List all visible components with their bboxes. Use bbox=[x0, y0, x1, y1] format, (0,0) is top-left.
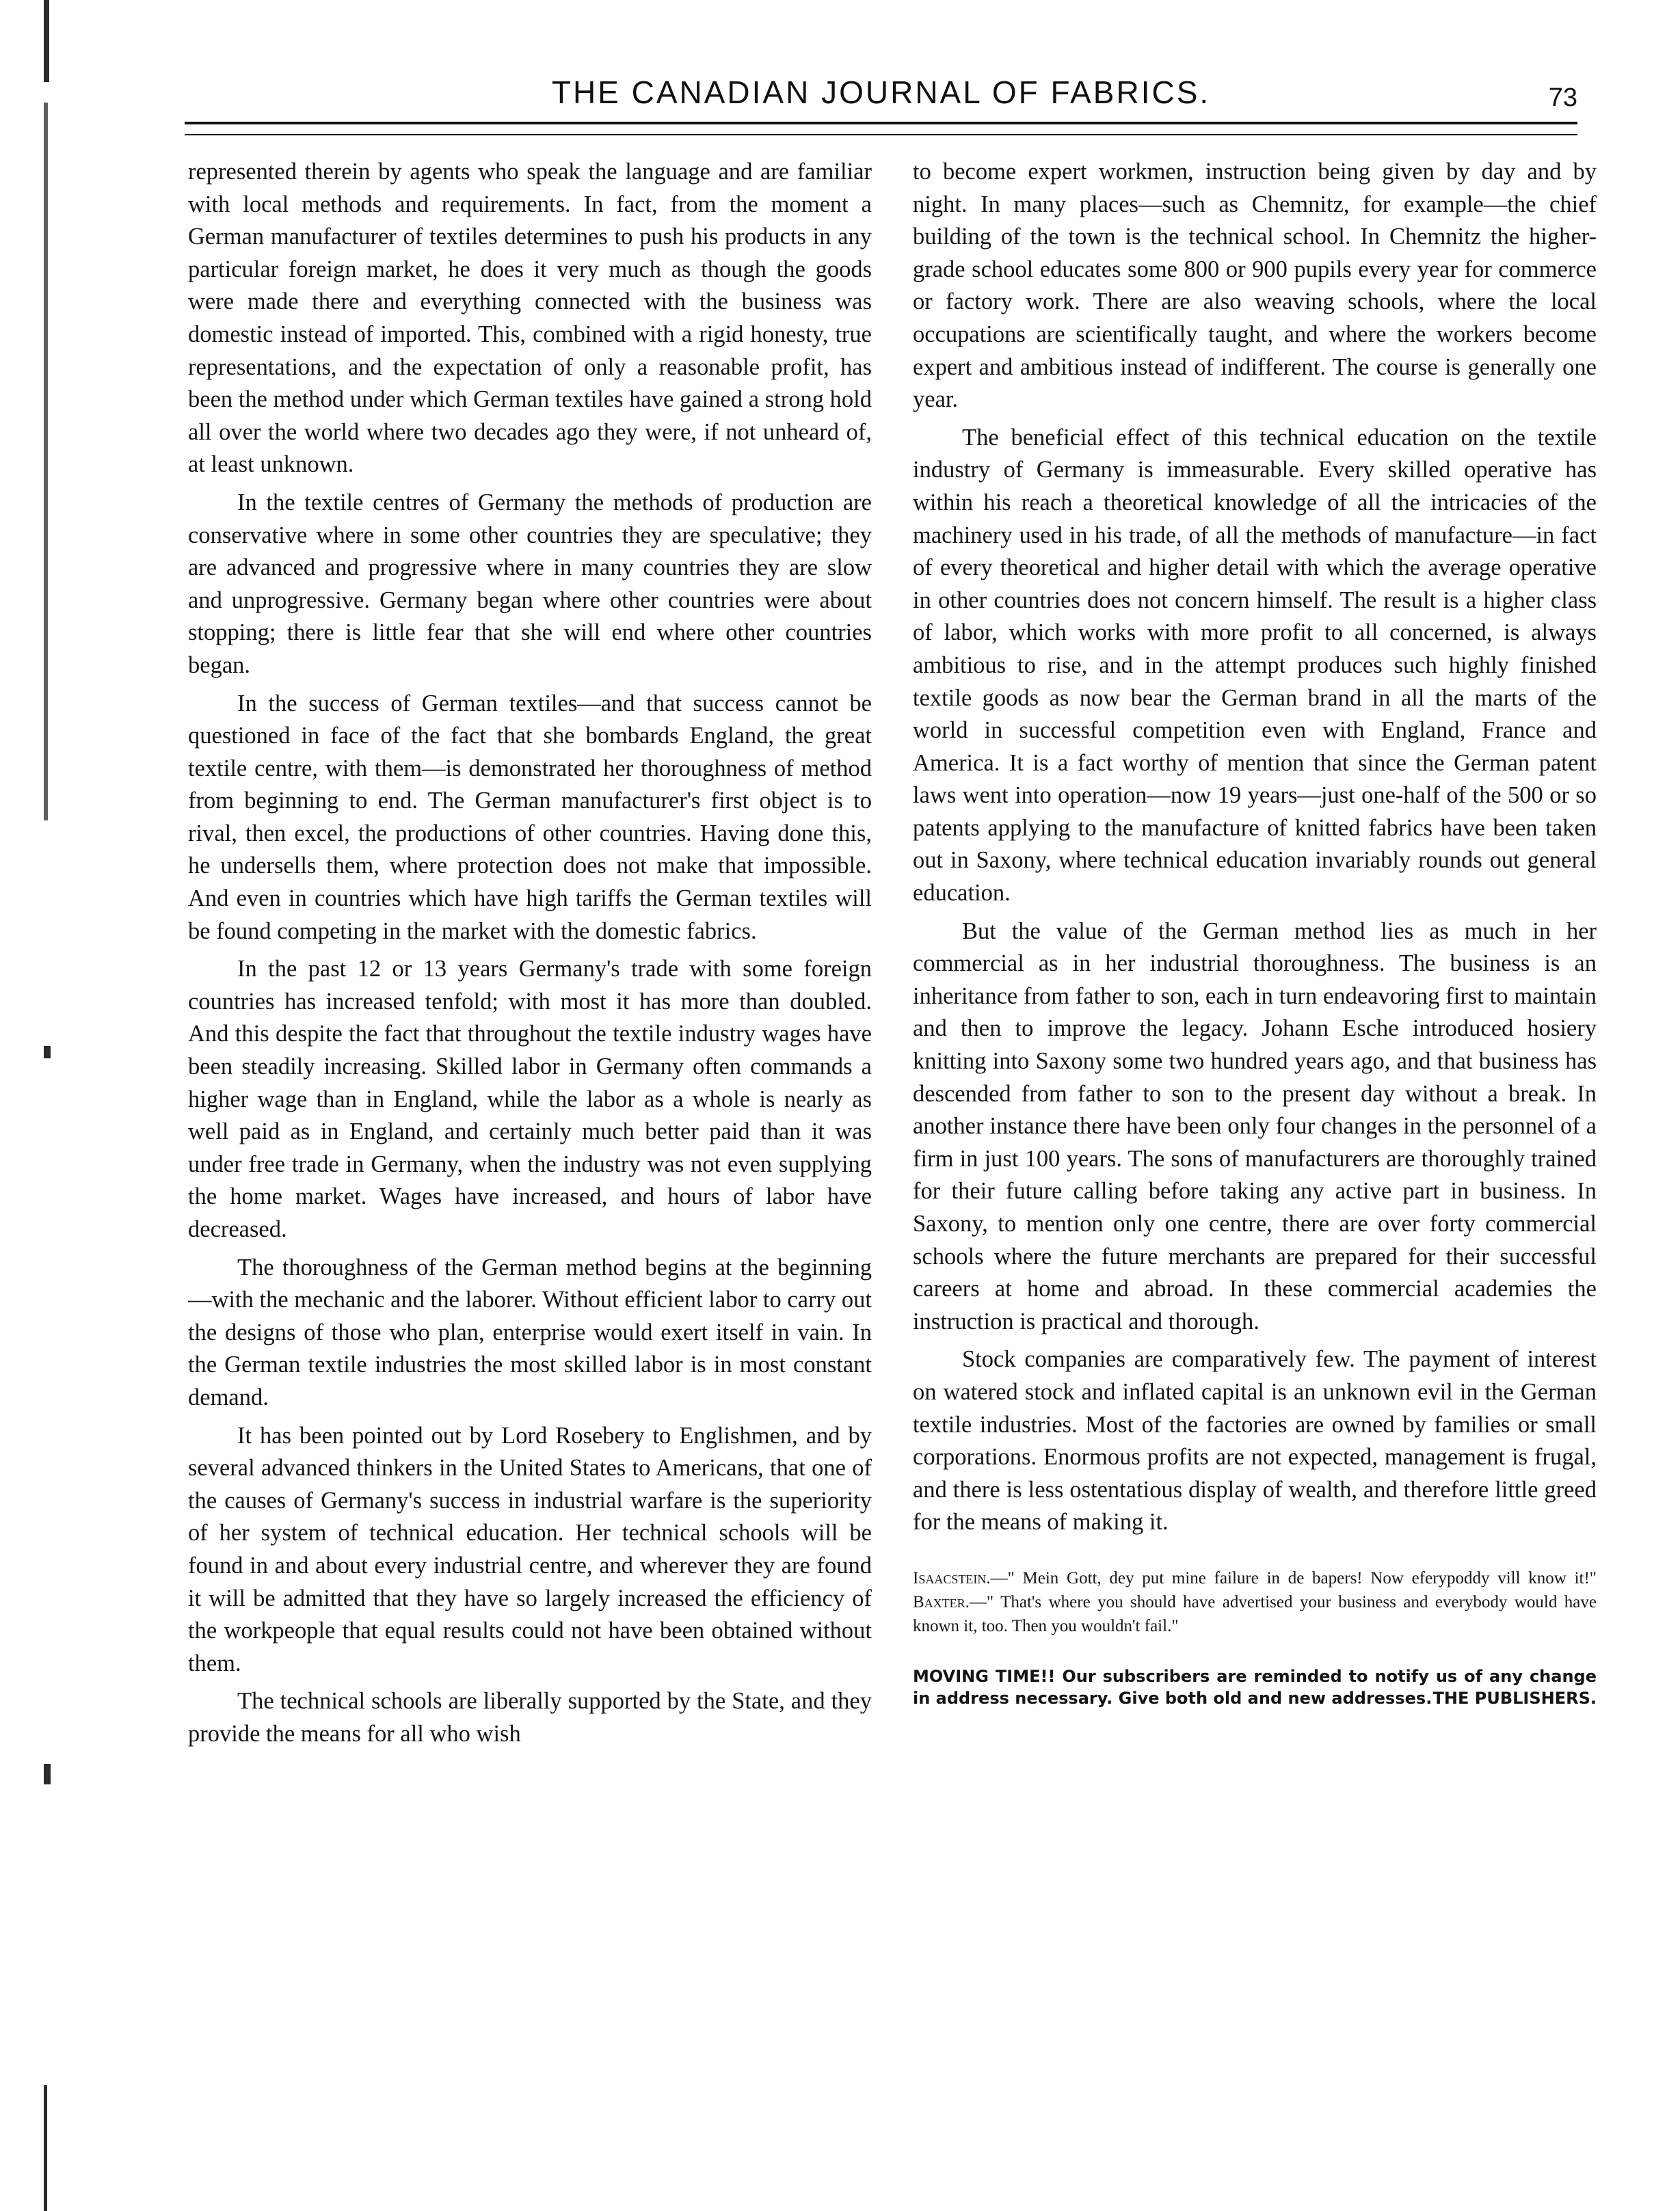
paragraph: The thoroughness of the German method begins at the beginning—with the mechanic and the laborer. Without efficient labor to carry out the designs of those who plan, enterprise would exert itself in vain. In the German textile industries the most skilled labor is in most constant demand. bbox=[188, 1254, 872, 1410]
publisher-notice bbox=[913, 1665, 1597, 1709]
paragraph: represented therein by agents who speak the language and are familiar with local methods and requirements. In fact, from the moment a German manufacturer of textiles determines to push his products in any particular foreign market, he does it very much as though the goods were made there and everything connected with the business was domestic instead of imported. This, combined with a rigid honesty, true representations, and the expectation of only a reasonable profit, has been the method under which German textiles have gained a strong hold all over the world where two decades ago they were, if not unheard of, at least unknown. bbox=[188, 159, 872, 478]
scanned-page-edge bbox=[38, 0, 53, 2211]
speaker-name: Baxter. bbox=[913, 1592, 970, 1611]
paragraph: In the past 12 or 13 years Germany's trade with some foreign countries has increased tenfold; with most it has more than doubled. And this despite the fact that throughout the textile industry wages have been steadily increasing. Skilled labor in Germany often commands a higher wage than in England, while the labor as a whole is nearly as well paid as in England, and certainly much better paid than it was under free trade in Germany, when the industry was not even supplying the home market. Wages have increased, and hours of labor have decreased. bbox=[188, 956, 872, 1242]
page-header bbox=[185, 74, 1577, 122]
dialogue-line: —" Mein Gott, dey put mine failure in de bapers! Now eferypoddy vill know it!" bbox=[990, 1568, 1597, 1587]
page-number: 73 bbox=[1548, 83, 1577, 112]
speaker-name: Isaacstein. bbox=[913, 1568, 991, 1587]
paragraph: It has been pointed out by Lord Rosebery to Englishmen, and by several advanced thinkers in the United States to Americans, that one of the causes of Germany's success in industrial warfare is the superiority of her system of technical education. Her technical schools will be found in and about every industrial centre, and wherever they are found it will be admitted that they have so largely increased the efficiency of the workpeople that equal results could not have been obtained without them. bbox=[188, 1422, 872, 1676]
dialogue-line: —" That's where you should have advertised your business and everybody would have known it, too. Then you wouldn't fail." bbox=[913, 1592, 1597, 1635]
notice-signature: THE PUBLISHERS. bbox=[1432, 1688, 1597, 1708]
journal-title: THE CANADIAN JOURNAL OF FABRICS. bbox=[551, 75, 1211, 110]
paragraph: In the success of German textiles—and that success cannot be questioned in face of the fact that she bombards England, the great textile centre, with them—is demonstrated her thoroughness of method from beginning to end. The German manufacturer's first object is to rival, then excel, the productions of other countries. Having done this, he undersells them, where protection does not make that impossible. And even in countries which have high tariffs the German textiles will be found competing in the market with the domestic fabrics. bbox=[188, 690, 872, 944]
paragraph: Stock companies are comparatively few. The payment of interest on watered stock and inflated capital is an unknown evil in the German textile industries. Most of the factories are owned by families or small corporations. Enormous profits are not expected, management is frugal, and there is less ostentatious display of wealth, and therefore little greed for the means of making it. bbox=[913, 1346, 1597, 1536]
paragraph: to become expert workmen, instruction being given by day and by night. In many places—such as Chemnitz, for example—the chief building of the town is the technical school. In Chemnitz the higher-grade school educates some 800 or 900 pupils every year for commerce or factory work. There are also weaving schools, where the local occupations are scientifically taught, and where the workers become expert and ambitious instead of indifferent. The course is generally one year. bbox=[913, 159, 1597, 413]
paragraph: In the textile centres of Germany the methods of production are conservative where in some other countries they are speculative; they are advanced and progressive where in many countries they are slow and unprogressive. Germany began where other countries were about stopping; there is little fear that she will end where other countries began. bbox=[188, 489, 872, 678]
paragraph: But the value of the German method lies as much in her commercial as in her industrial thoroughness. The business is an inheritance from father to son, each in turn endeavoring first to maintain and then to improve the legacy. Johann Esche introduced hosiery knitting into Saxony some two hundred years ago, and that business has descended from father to son to the present day without a break. In another instance there have been only four changes in the personnel of a firm in just 100 years. The sons of manufacturers are thoroughly trained for their future calling before taking any active part in business. In Saxony, to mention only one centre, there are over forty commercial schools where the future merchants are prepared for their successful careers at home and abroad. In these commercial academies the instruction is practical and thorough. bbox=[913, 917, 1597, 1335]
paragraph: The technical schools are liberally supported by the State, and they provide the means for all who wish bbox=[188, 1688, 872, 1747]
anecdote-footnote bbox=[913, 1566, 1597, 1638]
right-column bbox=[913, 156, 1597, 1709]
header-rule bbox=[185, 122, 1577, 135]
notice-text: MOVING TIME!! Our subscribers are reminded to notify us of any change in address necessary. Give both old and new addresses. bbox=[913, 1666, 1597, 1708]
paragraph: The beneficial effect of this technical education on the textile industry of Germany is immeasurable. Every skilled operative has within his reach a theoretical knowledge of all the intricacies of the machinery used in his trade, of all the methods of manufacture—in fact of every theoretical and higher detail with which the average operative in other countries does not concern himself. The result is a higher class of labor, which works with more profit to all concerned, is always ambitious to rise, and in the attempt produces such highly finished textile goods as now bear the German brand in all the marts of the world in successful competition even with England, France and America. It is a fact worthy of mention that since the German patent laws went into operation—now 19 years—just one-half of the 500 or so patents applying to the manufacture of knitted fabrics have been taken out in Saxony, where technical education invariably rounds out general education. bbox=[913, 424, 1597, 907]
left-column bbox=[188, 156, 872, 1756]
